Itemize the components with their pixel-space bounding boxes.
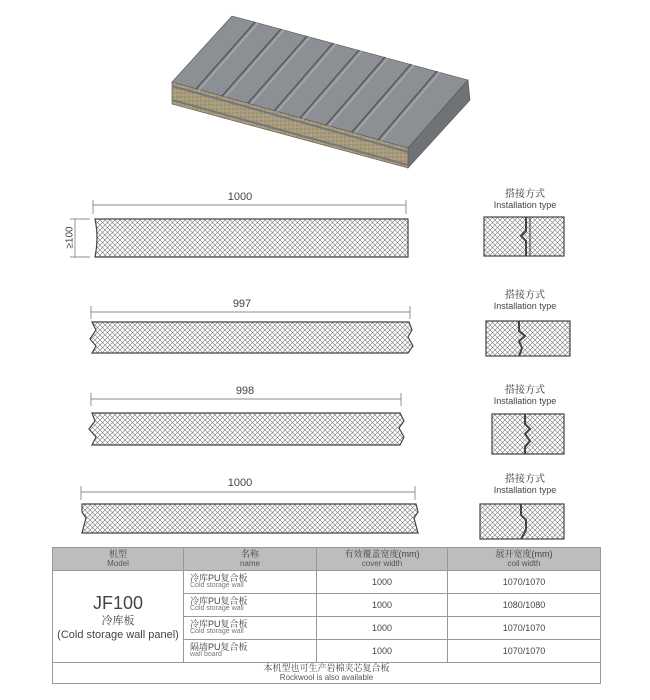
table-footer-row: [53, 663, 601, 684]
installation-type-cn-1: 搭接方式: [505, 189, 545, 200]
panel-4-width-label: 1000: [227, 477, 253, 489]
row-coil-width: 1080/1080: [448, 594, 601, 617]
panel-4-section: [81, 486, 418, 533]
installation-type-cn-3: 搭接方式: [505, 385, 545, 396]
panel-3-width-label: 998: [235, 385, 255, 397]
row-name: 隔墙PU复合板 wall board: [184, 640, 317, 663]
installation-type-cn-4: 搭接方式: [505, 474, 545, 485]
header-cover-width: 有效覆盖宽度(mm) cover width: [317, 548, 448, 571]
joint-1-diagram: [484, 217, 564, 256]
row-coil-width: 1070/1070: [448, 571, 601, 594]
panel-2-section: [90, 306, 413, 353]
model-code: JF100: [92, 592, 144, 613]
row-coil-width: 1070/1070: [448, 617, 601, 640]
spec-table: [52, 547, 601, 684]
3d-sandwich-panel: [172, 16, 470, 168]
model-name-cn: 冷库板: [101, 614, 135, 627]
joint-4-diagram: [480, 504, 564, 539]
row-name: 冷库PU复合板 Cold storage wall: [184, 617, 317, 640]
row-cover-width: 1000: [317, 617, 448, 640]
panel-2-width-label: 997: [232, 298, 252, 310]
row-cover-width: 1000: [317, 594, 448, 617]
table-footer: 本机型也可生产岩棉夹芯复合板 Rockwool is also available: [53, 663, 601, 684]
row-name: 冷库PU复合板 Cold storage wall: [184, 594, 317, 617]
panel-3-section: [89, 393, 404, 445]
table-header-row: [53, 548, 601, 571]
joint-2-diagram: [486, 321, 570, 356]
row-name: 冷库PU复合板 Cold storage wall: [184, 571, 317, 594]
installation-type-en-4: Installation type: [493, 485, 557, 495]
row-cover-width: 1000: [317, 640, 448, 663]
panel-1-width-label: 1000: [227, 191, 253, 203]
model-name-en: (Cold storage wall panel): [57, 628, 179, 641]
joint-3-diagram: [492, 414, 564, 454]
model-cell: [53, 571, 184, 663]
panel-1-thickness-label: ≥100: [64, 226, 76, 249]
header-model: 机型 Model: [53, 548, 184, 571]
row-cover-width: 1000: [317, 571, 448, 594]
panel-1-section: [70, 200, 408, 257]
installation-type-en-2: Installation type: [493, 301, 557, 311]
installation-type-en-3: Installation type: [493, 396, 557, 406]
header-name: 名称 name: [184, 548, 317, 571]
row-coil-width: 1070/1070: [448, 640, 601, 663]
installation-type-en-1: Installation type: [493, 200, 557, 210]
installation-type-cn-2: 搭接方式: [505, 290, 545, 301]
table-row: [53, 571, 601, 594]
header-coil-width: 展开宽度(mm) coil width: [448, 548, 601, 571]
